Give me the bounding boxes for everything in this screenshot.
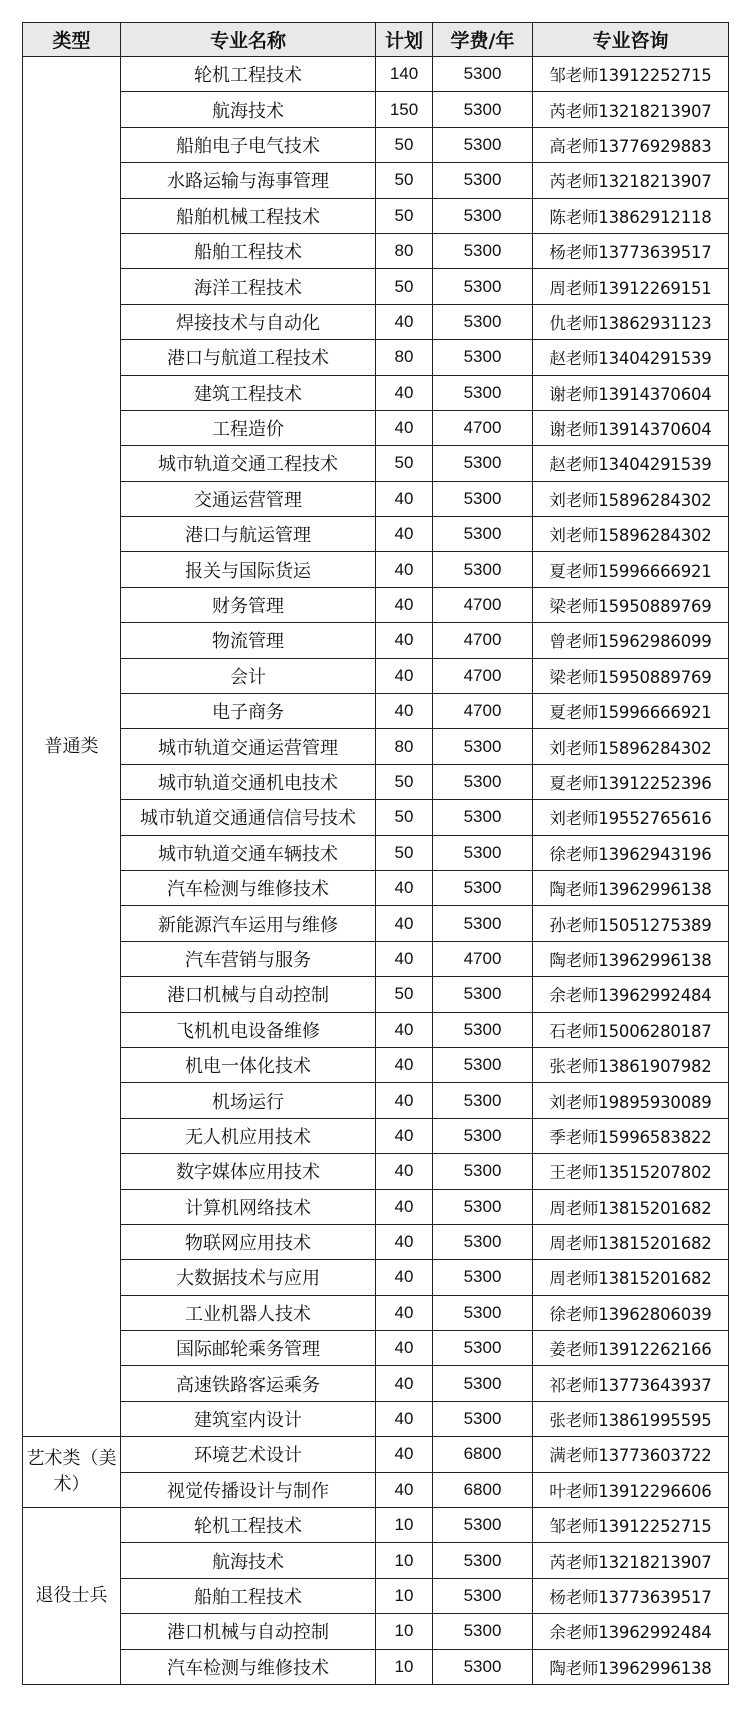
tuition-cell: 5300	[433, 1649, 533, 1684]
plan-cell: 40	[376, 1437, 433, 1472]
consult-cell: 张老师13861995595	[533, 1401, 729, 1436]
table-row	[23, 552, 729, 587]
major-name-cell: 城市轨道交通车辆技术	[121, 835, 376, 870]
tuition-cell: 5300	[433, 1260, 533, 1295]
header-tuition: 学费/年	[433, 23, 533, 57]
tuition-cell: 5300	[433, 1189, 533, 1224]
table-row	[23, 517, 729, 552]
major-name-cell: 视觉传播设计与制作	[121, 1472, 376, 1507]
consult-cell: 夏老师15996666921	[533, 552, 729, 587]
plan-cell: 40	[376, 1083, 433, 1118]
consult-cell: 陶老师13962996138	[533, 1649, 729, 1684]
tuition-cell: 5300	[433, 375, 533, 410]
tuition-cell: 4700	[433, 410, 533, 445]
major-name-cell: 数字媒体应用技术	[121, 1154, 376, 1189]
consult-cell: 梁老师15950889769	[533, 658, 729, 693]
major-name-cell: 轮机工程技术	[121, 1508, 376, 1543]
major-name-cell: 港口机械与自动控制	[121, 977, 376, 1012]
consult-cell: 赵老师13404291539	[533, 446, 729, 481]
table-body	[23, 57, 729, 1685]
plan-cell: 40	[376, 552, 433, 587]
major-name-cell: 汽车营销与服务	[121, 941, 376, 976]
consult-cell: 仇老师13862931123	[533, 304, 729, 339]
table-row	[23, 1083, 729, 1118]
major-name-cell: 城市轨道交通机电技术	[121, 764, 376, 799]
plan-cell: 40	[376, 1331, 433, 1366]
consult-cell: 周老师13815201682	[533, 1224, 729, 1259]
consult-cell: 周老师13815201682	[533, 1189, 729, 1224]
type-cell: 退役士兵	[23, 1508, 121, 1685]
plan-cell: 50	[376, 198, 433, 233]
enrollment-table-sheet	[22, 22, 728, 1685]
tuition-cell: 5300	[433, 1224, 533, 1259]
plan-cell: 50	[376, 764, 433, 799]
tuition-cell: 5300	[433, 163, 533, 198]
table-row	[23, 375, 729, 410]
tuition-cell: 5300	[433, 517, 533, 552]
plan-cell: 40	[376, 375, 433, 410]
consult-cell: 曾老师15962986099	[533, 623, 729, 658]
table-row	[23, 1189, 729, 1224]
consult-cell: 赵老师13404291539	[533, 340, 729, 375]
tuition-cell: 5300	[433, 552, 533, 587]
table-row	[23, 1260, 729, 1295]
plan-cell: 40	[376, 587, 433, 622]
plan-cell: 40	[376, 1189, 433, 1224]
tuition-cell: 5300	[433, 906, 533, 941]
plan-cell: 10	[376, 1614, 433, 1649]
consult-cell: 谢老师13914370604	[533, 375, 729, 410]
tuition-cell: 4700	[433, 623, 533, 658]
consult-cell: 谢老师13914370604	[533, 410, 729, 445]
plan-cell: 40	[376, 481, 433, 516]
table-row	[23, 623, 729, 658]
table-row	[23, 1437, 729, 1472]
major-name-cell: 报关与国际货运	[121, 552, 376, 587]
major-name-cell: 航海技术	[121, 1543, 376, 1578]
consult-cell: 叶老师13912296606	[533, 1472, 729, 1507]
major-name-cell: 城市轨道交通通信信号技术	[121, 800, 376, 835]
tuition-cell: 5300	[433, 198, 533, 233]
major-name-cell: 建筑室内设计	[121, 1401, 376, 1436]
major-name-cell: 物联网应用技术	[121, 1224, 376, 1259]
tuition-cell: 5300	[433, 977, 533, 1012]
tuition-cell: 5300	[433, 1083, 533, 1118]
plan-cell: 40	[376, 658, 433, 693]
plan-cell: 40	[376, 1366, 433, 1401]
tuition-cell: 6800	[433, 1472, 533, 1507]
plan-cell: 40	[376, 1012, 433, 1047]
table-row	[23, 658, 729, 693]
consult-cell: 芮老师13218213907	[533, 163, 729, 198]
consult-cell: 徐老师13962943196	[533, 835, 729, 870]
plan-cell: 140	[376, 57, 433, 92]
consult-cell: 刘老师15896284302	[533, 729, 729, 764]
plan-cell: 40	[376, 1295, 433, 1330]
table-row	[23, 198, 729, 233]
consult-cell: 梁老师15950889769	[533, 587, 729, 622]
plan-cell: 50	[376, 269, 433, 304]
table-row	[23, 941, 729, 976]
tuition-cell: 5300	[433, 481, 533, 516]
consult-cell: 徐老师13962806039	[533, 1295, 729, 1330]
type-cell: 普通类	[23, 57, 121, 1437]
major-name-cell: 轮机工程技术	[121, 57, 376, 92]
consult-cell: 杨老师13773639517	[533, 1578, 729, 1613]
table-row	[23, 729, 729, 764]
plan-cell: 40	[376, 941, 433, 976]
table-row	[23, 1331, 729, 1366]
major-name-cell: 机场运行	[121, 1083, 376, 1118]
major-name-cell: 机电一体化技术	[121, 1047, 376, 1082]
tuition-cell: 5300	[433, 127, 533, 162]
major-name-cell: 水路运输与海事管理	[121, 163, 376, 198]
table-row	[23, 1224, 729, 1259]
major-name-cell: 汽车检测与维修技术	[121, 870, 376, 905]
consult-cell: 杨老师13773639517	[533, 233, 729, 268]
table-row	[23, 1012, 729, 1047]
tuition-cell: 5300	[433, 269, 533, 304]
major-name-cell: 工业机器人技术	[121, 1295, 376, 1330]
tuition-cell: 5300	[433, 304, 533, 339]
plan-cell: 40	[376, 1260, 433, 1295]
table-row	[23, 481, 729, 516]
consult-cell: 刘老师19895930089	[533, 1083, 729, 1118]
major-name-cell: 电子商务	[121, 694, 376, 729]
consult-cell: 祁老师13773643937	[533, 1366, 729, 1401]
tuition-cell: 5300	[433, 1366, 533, 1401]
tuition-cell: 5300	[433, 870, 533, 905]
plan-cell: 40	[376, 1224, 433, 1259]
major-name-cell: 汽车检测与维修技术	[121, 1649, 376, 1684]
tuition-cell: 5300	[433, 1118, 533, 1153]
consult-cell: 高老师13776929883	[533, 127, 729, 162]
tuition-cell: 5300	[433, 1508, 533, 1543]
major-name-cell: 船舶电子电气技术	[121, 127, 376, 162]
major-name-cell: 船舶机械工程技术	[121, 198, 376, 233]
tuition-cell: 5300	[433, 835, 533, 870]
table-row	[23, 410, 729, 445]
major-name-cell: 建筑工程技术	[121, 375, 376, 410]
tuition-cell: 5300	[433, 1012, 533, 1047]
consult-cell: 满老师13773603722	[533, 1437, 729, 1472]
tuition-cell: 5300	[433, 57, 533, 92]
major-name-cell: 港口与航道工程技术	[121, 340, 376, 375]
consult-cell: 余老师13962992484	[533, 977, 729, 1012]
consult-cell: 余老师13962992484	[533, 1614, 729, 1649]
plan-cell: 10	[376, 1508, 433, 1543]
tuition-cell: 5300	[433, 1154, 533, 1189]
major-name-cell: 物流管理	[121, 623, 376, 658]
consult-cell: 邹老师13912252715	[533, 1508, 729, 1543]
plan-cell: 50	[376, 800, 433, 835]
major-name-cell: 港口与航运管理	[121, 517, 376, 552]
header-row	[23, 23, 729, 57]
tuition-cell: 5300	[433, 1295, 533, 1330]
plan-cell: 50	[376, 835, 433, 870]
plan-cell: 80	[376, 729, 433, 764]
consult-cell: 邹老师13912252715	[533, 57, 729, 92]
table-row	[23, 694, 729, 729]
major-name-cell: 国际邮轮乘务管理	[121, 1331, 376, 1366]
table-row	[23, 977, 729, 1012]
major-name-cell: 新能源汽车运用与维修	[121, 906, 376, 941]
table-row	[23, 1578, 729, 1613]
table-row	[23, 587, 729, 622]
plan-cell: 10	[376, 1543, 433, 1578]
plan-cell: 40	[376, 1401, 433, 1436]
consult-cell: 芮老师13218213907	[533, 1543, 729, 1578]
tuition-cell: 5300	[433, 446, 533, 481]
tuition-cell: 5300	[433, 1614, 533, 1649]
major-name-cell: 会计	[121, 658, 376, 693]
consult-cell: 陶老师13962996138	[533, 870, 729, 905]
table-row	[23, 446, 729, 481]
table-row	[23, 57, 729, 92]
major-name-cell: 计算机网络技术	[121, 1189, 376, 1224]
header-type: 类型	[23, 23, 121, 57]
tuition-cell: 5300	[433, 92, 533, 127]
plan-cell: 80	[376, 340, 433, 375]
plan-cell: 50	[376, 163, 433, 198]
tuition-cell: 5300	[433, 800, 533, 835]
consult-cell: 周老师13815201682	[533, 1260, 729, 1295]
plan-cell: 50	[376, 446, 433, 481]
major-name-cell: 港口机械与自动控制	[121, 1614, 376, 1649]
tuition-cell: 5300	[433, 233, 533, 268]
table-row	[23, 1543, 729, 1578]
header-plan: 计划	[376, 23, 433, 57]
major-name-cell: 交通运营管理	[121, 481, 376, 516]
table-row	[23, 269, 729, 304]
consult-cell: 姜老师13912262166	[533, 1331, 729, 1366]
major-name-cell: 船舶工程技术	[121, 1578, 376, 1613]
plan-cell: 40	[376, 1047, 433, 1082]
table-row	[23, 1295, 729, 1330]
plan-cell: 40	[376, 1472, 433, 1507]
table-row	[23, 1649, 729, 1684]
table-row	[23, 835, 729, 870]
plan-cell: 40	[376, 304, 433, 339]
plan-cell: 40	[376, 623, 433, 658]
enrollment-table	[22, 22, 729, 1685]
tuition-cell: 5300	[433, 1578, 533, 1613]
major-name-cell: 大数据技术与应用	[121, 1260, 376, 1295]
tuition-cell: 5300	[433, 340, 533, 375]
consult-cell: 孙老师15051275389	[533, 906, 729, 941]
major-name-cell: 城市轨道交通工程技术	[121, 446, 376, 481]
table-row	[23, 1472, 729, 1507]
table-row	[23, 764, 729, 799]
consult-cell: 陈老师13862912118	[533, 198, 729, 233]
major-name-cell: 海洋工程技术	[121, 269, 376, 304]
header-consult: 专业咨询	[533, 23, 729, 57]
table-row	[23, 1366, 729, 1401]
major-name-cell: 环境艺术设计	[121, 1437, 376, 1472]
tuition-cell: 4700	[433, 587, 533, 622]
tuition-cell: 5300	[433, 729, 533, 764]
plan-cell: 40	[376, 517, 433, 552]
table-row	[23, 1401, 729, 1436]
plan-cell: 40	[376, 1118, 433, 1153]
major-name-cell: 船舶工程技术	[121, 233, 376, 268]
table-row	[23, 1118, 729, 1153]
plan-cell: 50	[376, 977, 433, 1012]
table-row	[23, 1047, 729, 1082]
table-row	[23, 92, 729, 127]
table-row	[23, 1508, 729, 1543]
major-name-cell: 高速铁路客运乘务	[121, 1366, 376, 1401]
plan-cell: 10	[376, 1578, 433, 1613]
header-major-name: 专业名称	[121, 23, 376, 57]
consult-cell: 季老师15996583822	[533, 1118, 729, 1153]
plan-cell: 50	[376, 127, 433, 162]
table-row	[23, 870, 729, 905]
major-name-cell: 焊接技术与自动化	[121, 304, 376, 339]
table-row	[23, 906, 729, 941]
major-name-cell: 城市轨道交通运营管理	[121, 729, 376, 764]
consult-cell: 陶老师13962996138	[533, 941, 729, 976]
consult-cell: 芮老师13218213907	[533, 92, 729, 127]
consult-cell: 张老师13861907982	[533, 1047, 729, 1082]
type-cell: 艺术类（美术）	[23, 1437, 121, 1508]
plan-cell: 40	[376, 410, 433, 445]
tuition-cell: 4700	[433, 694, 533, 729]
plan-cell: 40	[376, 1154, 433, 1189]
plan-cell: 40	[376, 870, 433, 905]
tuition-cell: 5300	[433, 1331, 533, 1366]
tuition-cell: 4700	[433, 658, 533, 693]
table-row	[23, 304, 729, 339]
tuition-cell: 5300	[433, 1047, 533, 1082]
consult-cell: 石老师15006280187	[533, 1012, 729, 1047]
tuition-cell: 5300	[433, 764, 533, 799]
plan-cell: 80	[376, 233, 433, 268]
table-row	[23, 1614, 729, 1649]
tuition-cell: 4700	[433, 941, 533, 976]
plan-cell: 10	[376, 1649, 433, 1684]
major-name-cell: 工程造价	[121, 410, 376, 445]
table-header	[23, 23, 729, 57]
table-row	[23, 1154, 729, 1189]
table-row	[23, 163, 729, 198]
consult-cell: 刘老师15896284302	[533, 517, 729, 552]
table-row	[23, 800, 729, 835]
major-name-cell: 飞机机电设备维修	[121, 1012, 376, 1047]
table-row	[23, 127, 729, 162]
major-name-cell: 无人机应用技术	[121, 1118, 376, 1153]
plan-cell: 40	[376, 906, 433, 941]
tuition-cell: 5300	[433, 1543, 533, 1578]
major-name-cell: 航海技术	[121, 92, 376, 127]
plan-cell: 40	[376, 694, 433, 729]
tuition-cell: 6800	[433, 1437, 533, 1472]
consult-cell: 夏老师13912252396	[533, 764, 729, 799]
major-name-cell: 财务管理	[121, 587, 376, 622]
plan-cell: 150	[376, 92, 433, 127]
table-row	[23, 340, 729, 375]
tuition-cell: 5300	[433, 1401, 533, 1436]
consult-cell: 刘老师19552765616	[533, 800, 729, 835]
table-row	[23, 233, 729, 268]
consult-cell: 周老师13912269151	[533, 269, 729, 304]
consult-cell: 夏老师15996666921	[533, 694, 729, 729]
consult-cell: 刘老师15896284302	[533, 481, 729, 516]
consult-cell: 王老师13515207802	[533, 1154, 729, 1189]
